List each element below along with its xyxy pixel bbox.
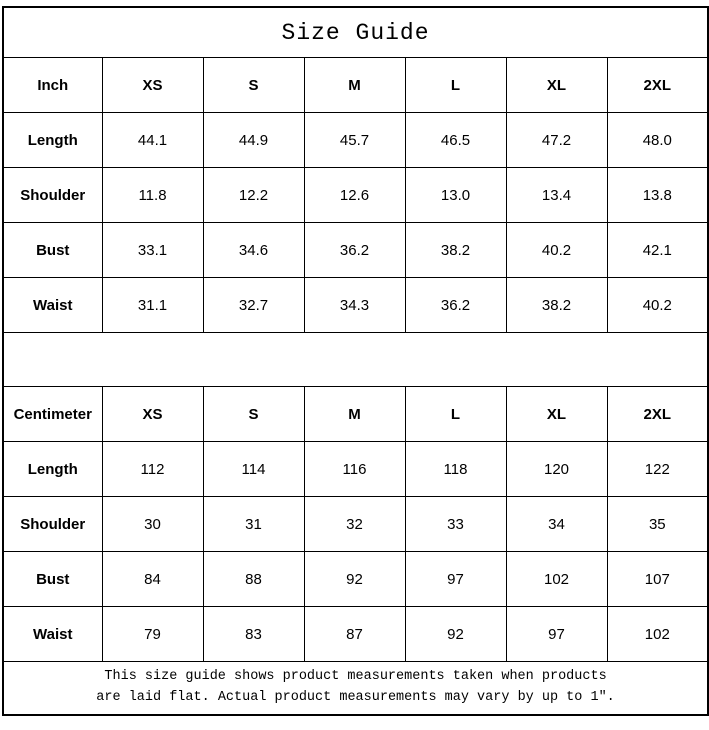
- inch-shoulder-row: [3, 168, 708, 223]
- measurement-value-cell: 88: [203, 552, 304, 607]
- measurement-value-cell: 120: [506, 442, 607, 497]
- measurement-value-cell: 36.2: [405, 278, 506, 333]
- footer-note-line1: This size guide shows product measurements taken when products: [104, 669, 607, 685]
- measurement-value-cell: 118: [405, 442, 506, 497]
- measurement-value-cell: 34.3: [304, 278, 405, 333]
- measurement-value-cell: 92: [405, 607, 506, 662]
- measurement-value-cell: 13.8: [607, 168, 708, 223]
- centimeter-waist-row: [3, 607, 708, 662]
- measurement-value-cell: 84: [102, 552, 203, 607]
- footer-note-line2: are laid flat. Actual product measurements may vary by up to 1″.: [96, 690, 615, 705]
- measurement-value-cell: 31: [203, 497, 304, 552]
- spacer-cell: [3, 333, 708, 387]
- measurement-value-cell: 45.7: [304, 113, 405, 168]
- measurement-value-cell: 32: [304, 497, 405, 552]
- measurement-value-cell: 44.1: [102, 113, 203, 168]
- size-guide-table: [2, 6, 709, 716]
- measurement-label-cell: Shoulder: [3, 497, 102, 552]
- measurement-value-cell: 38.2: [405, 223, 506, 278]
- measurement-value-cell: 35: [607, 497, 708, 552]
- measurement-value-cell: 38.2: [506, 278, 607, 333]
- measurement-label-cell: Waist: [3, 278, 102, 333]
- inch-size-header-m: M: [304, 58, 405, 113]
- measurement-value-cell: 12.6: [304, 168, 405, 223]
- measurement-value-cell: 33.1: [102, 223, 203, 278]
- measurement-label-cell: Length: [3, 442, 102, 497]
- centimeter-length-row: [3, 442, 708, 497]
- measurement-label-cell: Length: [3, 113, 102, 168]
- measurement-value-cell: 116: [304, 442, 405, 497]
- page-title: Size Guide: [3, 7, 708, 58]
- centimeter-size-header-2xl: 2XL: [607, 387, 708, 442]
- measurement-value-cell: 40.2: [506, 223, 607, 278]
- measurement-value-cell: 114: [203, 442, 304, 497]
- measurement-value-cell: 12.2: [203, 168, 304, 223]
- measurement-value-cell: 97: [506, 607, 607, 662]
- title-row: [3, 7, 708, 58]
- centimeter-shoulder-row: [3, 497, 708, 552]
- measurement-value-cell: 40.2: [607, 278, 708, 333]
- measurement-label-cell: Bust: [3, 552, 102, 607]
- measurement-value-cell: 42.1: [607, 223, 708, 278]
- measurement-value-cell: 33: [405, 497, 506, 552]
- centimeter-unit-header-cell: Centimeter: [3, 387, 102, 442]
- measurement-value-cell: 107: [607, 552, 708, 607]
- measurement-value-cell: 87: [304, 607, 405, 662]
- measurement-value-cell: 112: [102, 442, 203, 497]
- measurement-value-cell: 44.9: [203, 113, 304, 168]
- measurement-value-cell: 79: [102, 607, 203, 662]
- inch-size-header-2xl: 2XL: [607, 58, 708, 113]
- measurement-value-cell: 83: [203, 607, 304, 662]
- measurement-value-cell: 48.0: [607, 113, 708, 168]
- measurement-label-cell: Waist: [3, 607, 102, 662]
- spacer-row: [3, 333, 708, 387]
- measurement-value-cell: 46.5: [405, 113, 506, 168]
- footer-row: [3, 662, 708, 716]
- measurement-value-cell: 11.8: [102, 168, 203, 223]
- measurement-value-cell: 92: [304, 552, 405, 607]
- footer-note: [3, 662, 708, 716]
- inch-size-header-l: L: [405, 58, 506, 113]
- measurement-value-cell: 13.0: [405, 168, 506, 223]
- centimeter-size-header-xl: XL: [506, 387, 607, 442]
- inch-size-header-xl: XL: [506, 58, 607, 113]
- inch-size-header-xs: XS: [102, 58, 203, 113]
- measurement-label-cell: Bust: [3, 223, 102, 278]
- centimeter-bust-row: [3, 552, 708, 607]
- inch-waist-row: [3, 278, 708, 333]
- measurement-value-cell: 30: [102, 497, 203, 552]
- measurement-value-cell: 31.1: [102, 278, 203, 333]
- centimeter-size-header-xs: XS: [102, 387, 203, 442]
- centimeter-size-header-l: L: [405, 387, 506, 442]
- centimeter-header-row: [3, 387, 708, 442]
- measurement-value-cell: 102: [607, 607, 708, 662]
- measurement-value-cell: 97: [405, 552, 506, 607]
- measurement-value-cell: 47.2: [506, 113, 607, 168]
- inch-unit-header-cell: Inch: [3, 58, 102, 113]
- measurement-value-cell: 102: [506, 552, 607, 607]
- centimeter-size-header-m: M: [304, 387, 405, 442]
- inch-bust-row: [3, 223, 708, 278]
- measurement-value-cell: 34.6: [203, 223, 304, 278]
- inch-header-row: [3, 58, 708, 113]
- measurement-value-cell: 13.4: [506, 168, 607, 223]
- measurement-label-cell: Shoulder: [3, 168, 102, 223]
- measurement-value-cell: 34: [506, 497, 607, 552]
- inch-size-header-s: S: [203, 58, 304, 113]
- centimeter-size-header-s: S: [203, 387, 304, 442]
- measurement-value-cell: 36.2: [304, 223, 405, 278]
- measurement-value-cell: 32.7: [203, 278, 304, 333]
- measurement-value-cell: 122: [607, 442, 708, 497]
- inch-length-row: [3, 113, 708, 168]
